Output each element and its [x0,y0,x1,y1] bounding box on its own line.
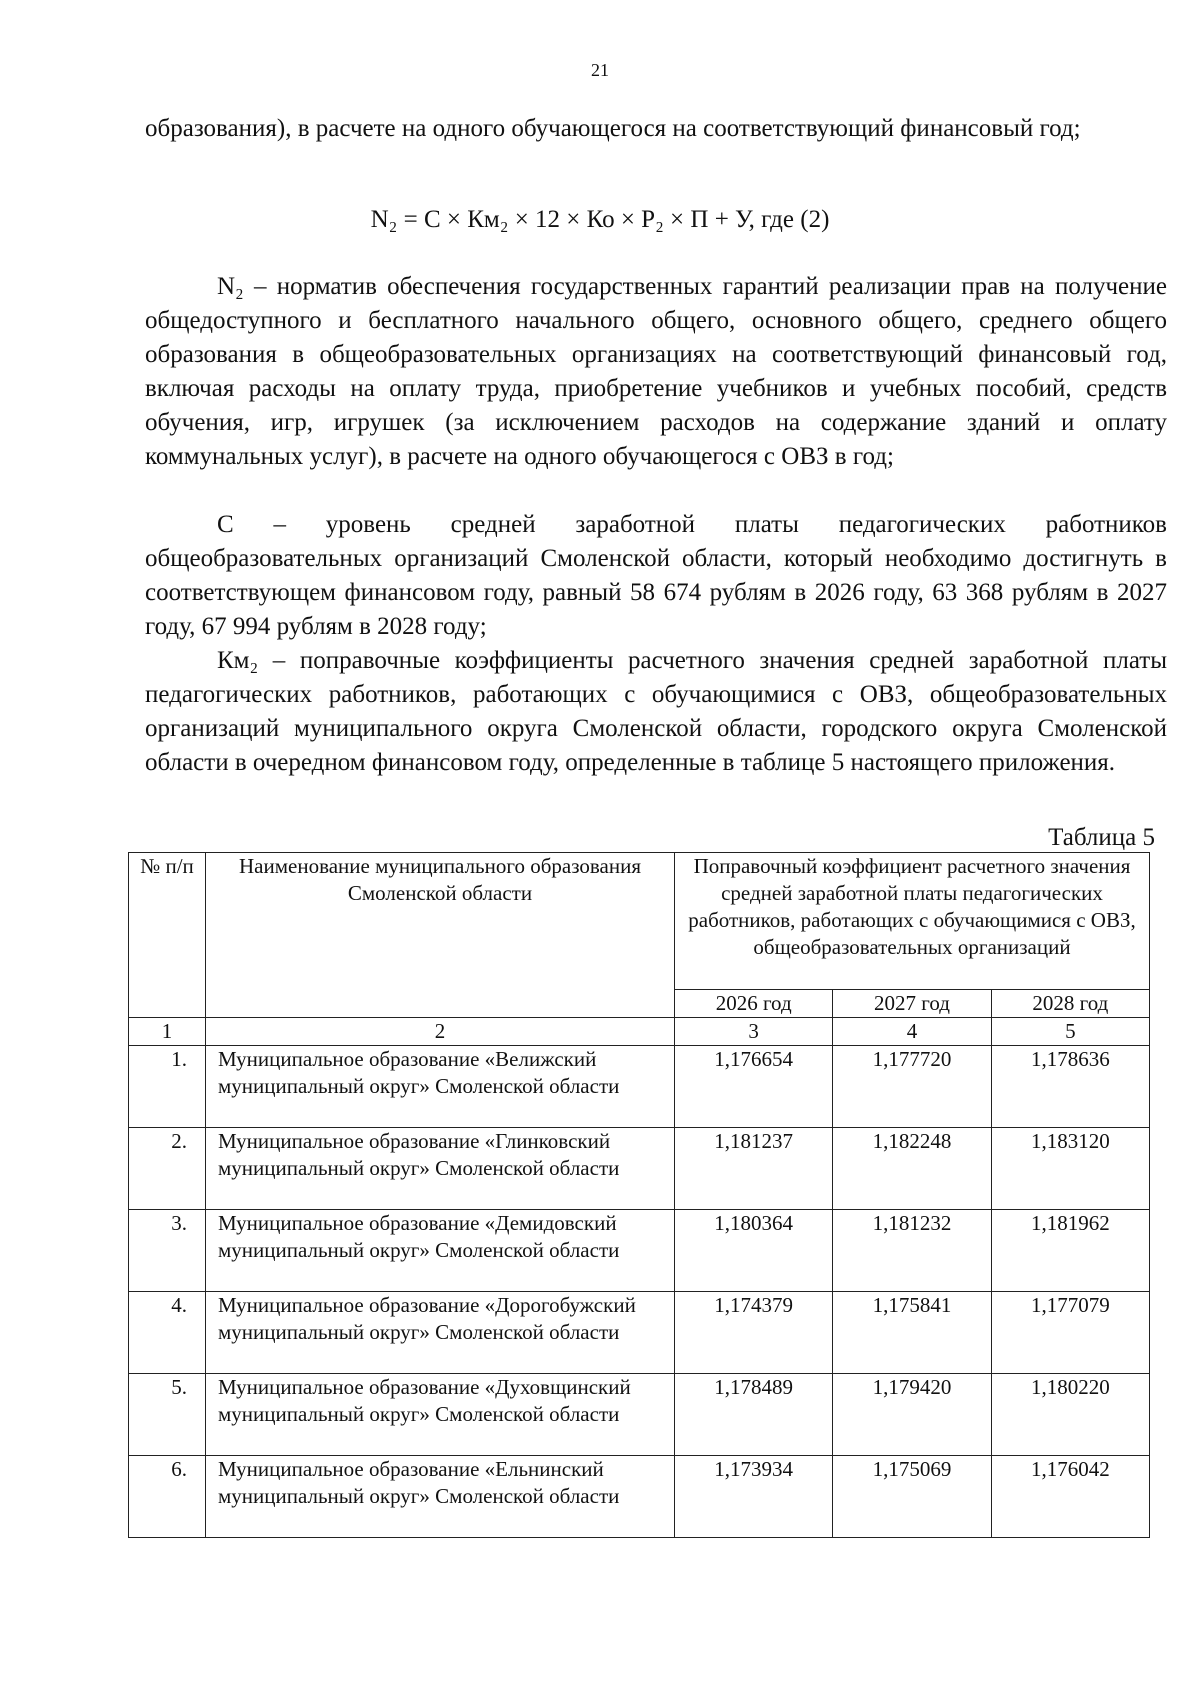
header-year-2026: 2026 год [675,990,833,1018]
row-value-2026: 1,173934 [675,1456,833,1538]
row-value-2026: 1,180364 [675,1210,833,1292]
row-value-2026: 1,176654 [675,1046,833,1128]
column-number: 5 [991,1018,1149,1046]
header-year-2027: 2027 год [833,990,991,1018]
row-number: 5. [129,1374,206,1456]
header-coefficient: Поправочный коэффициент расчетного значения средней заработной платы педагогических работников, работающих с обучающимися с ОВЗ, общеобразовательных организаций [675,853,1150,990]
paragraph-km2-definition: Км₂ – поправочные коэффициенты расчетного значения средней заработной платы педагогических работников, работающих с обучающимися с ОВЗ, общеобразовательных организаций муниципального округа Смоленской области, городского округа Смоленской области в очередном финансовом году, определенные в таблице 5 настоящего приложения. [145,647,1167,776]
row-value-2027: 1,175069 [833,1456,991,1538]
row-number: 3. [129,1210,206,1292]
paragraph-n2-definition: N₂ – норматив обеспечения государственных гарантий реализации прав на получение общедоступного и бесплатного начального общего, основного общего, среднего общего образования в общеобразовательных организациях на соответствующий финансовый год, включая расходы на оплату труда, приобретение учебников и учебных пособий, средств обучения, игр, игрушек (за исключением расходов на содержание зданий и оплату коммунальных услуг), в расчете на одного обучающегося с ОВЗ в год; [145,273,1167,470]
table-row [129,1210,1150,1292]
header-name: Наименование муниципального образования Смоленской области [206,853,675,1018]
table-row [129,1046,1150,1128]
formula: N₂ = С × Км₂ × 12 × Ко × Р₂ × П + У, где (2) [370,206,830,233]
table-row [129,1292,1150,1374]
row-value-2028: 1,181962 [991,1210,1149,1292]
row-value-2027: 1,177720 [833,1046,991,1128]
row-value-2028: 1,176042 [991,1456,1149,1538]
row-name: Муниципальное образование «Ельнинский муниципальный округ» Смоленской области [206,1456,675,1538]
table-row [129,1374,1150,1456]
row-number: 1. [129,1046,206,1128]
row-name: Муниципальное образование «Духовщинский муниципальный округ» Смоленской области [206,1374,675,1456]
column-number: 2 [206,1018,675,1046]
row-number: 4. [129,1292,206,1374]
table-row [129,1456,1150,1538]
row-value-2028: 1,180220 [991,1374,1149,1456]
column-number: 4 [833,1018,991,1046]
row-name: Муниципальное образование «Глинковский муниципальный округ» Смоленской области [206,1128,675,1210]
page-number: 21 [591,60,609,80]
table-column-numbers-row [129,1018,1150,1046]
table-header-row [129,853,1150,990]
column-number: 3 [675,1018,833,1046]
row-name: Муниципальное образование «Демидовский муниципальный округ» Смоленской области [206,1210,675,1292]
paragraph-intro: образования), в расчете на одного обучающегося на соответствующий финансовый год; [145,115,1081,142]
row-value-2026: 1,174379 [675,1292,833,1374]
row-number: 2. [129,1128,206,1210]
row-value-2028: 1,183120 [991,1128,1149,1210]
row-value-2028: 1,177079 [991,1292,1149,1374]
row-value-2027: 1,181232 [833,1210,991,1292]
row-value-2028: 1,178636 [991,1046,1149,1128]
row-value-2027: 1,182248 [833,1128,991,1210]
column-number: 1 [129,1018,206,1046]
header-year-2028: 2028 год [991,990,1149,1018]
row-name: Муниципальное образование «Дорогобужский муниципальный округ» Смоленской области [206,1292,675,1374]
table-row [129,1128,1150,1210]
header-number: № п/п [129,853,206,1018]
row-name: Муниципальное образование «Велижский муниципальный округ» Смоленской области [206,1046,675,1128]
coefficient-table [128,852,1150,1538]
row-value-2026: 1,178489 [675,1374,833,1456]
row-value-2026: 1,181237 [675,1128,833,1210]
row-value-2027: 1,179420 [833,1374,991,1456]
row-number: 6. [129,1456,206,1538]
paragraph-c-definition: С – уровень средней заработной платы педагогических работников общеобразовательных организаций Смоленской области, который необходимо достигнуть в соответствующем финансовом году, равный 58 674 рублям в 2026 году, 63 368 рублям в 2027 году, 67 994 рублям в 2028 году; [145,511,1167,640]
row-value-2027: 1,175841 [833,1292,991,1374]
table-caption: Таблица 5 [1048,824,1155,851]
